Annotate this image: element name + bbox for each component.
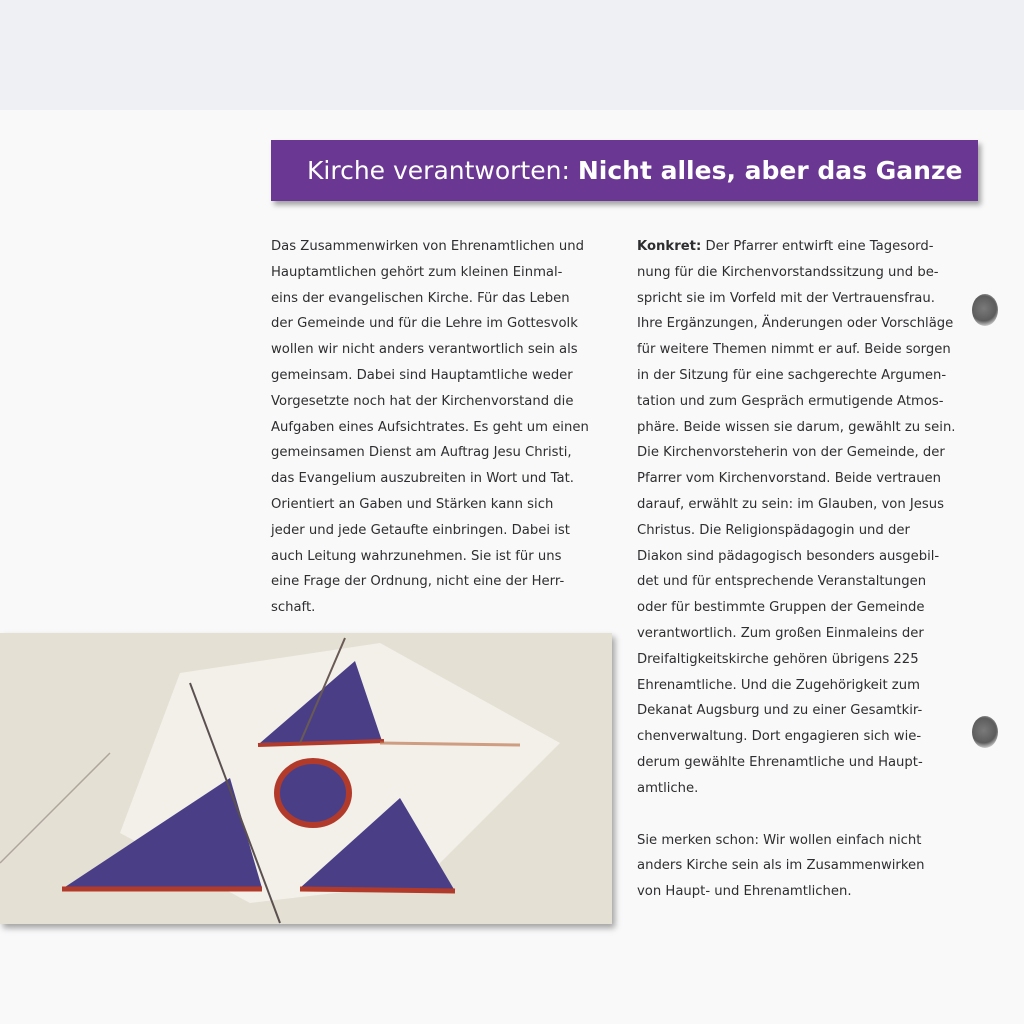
text-line: eine Frage der Ordnung, nicht eine der Herr- [271,574,565,590]
red-edge [300,889,455,891]
text-line: für weitere Themen nimmt er auf. Beide sorgen [637,342,951,358]
text-line: Ehrenamtliche. Und die Zugehörigkeit zum [637,677,920,693]
text-line: Die Kirchenvorsteherin von der Gemeinde, der [637,445,945,461]
text-line: anders Kirche sein als im Zusammenwirken [637,858,925,874]
text-line-first [637,234,972,260]
text-line: Ihre Ergänzungen, Änderungen oder Vorschläge [637,316,954,332]
text-line: Dreifaltigkeitskirche gehören übrigens 225 [637,651,919,667]
text-line: Sie merken schon: Wir wollen einfach nicht [637,832,922,848]
orange-stroke [380,743,520,745]
punch-hole [972,294,998,326]
text-line: von Haupt- und Ehrenamtlichen. [637,884,852,900]
text-line: chenverwaltung. Dort engagieren sich wie- [637,729,922,745]
text-line: auch Leitung wahrzunehmen. Sie ist für uns [271,548,562,564]
text-line: amtliche. [637,780,699,796]
title-bold: Nicht alles, aber das Ganze [577,156,963,185]
text-line: eins der evangelischen Kirche. Für das Leben [271,290,570,306]
left-text-column [271,234,616,621]
text-line: darauf, erwählt zu sein: im Glauben, von Jesus [637,496,945,512]
text-line: Aufgaben eines Aufsichtrates. Es geht um einen [271,419,589,435]
abstract-painting-image [0,633,612,924]
text-line: gemeinsamen Dienst am Auftrag Jesu Christi, [271,445,572,461]
text-line: Christus. Die Religionspädagogin und der [637,522,910,538]
text-line: verantwortlich. Zum großen Einmaleins der [637,625,924,641]
text-line: wollen wir nicht anders verantwortlich sein als [271,342,578,358]
text-line: jeder und jede Getaufte einbringen. Dabei ist [271,522,570,538]
text-line: Dekanat Augsburg und zu einer Gesamtkir- [637,703,923,719]
purple-circle [277,761,349,825]
text-line: in der Sitzung für eine sachgerechte Argumen- [637,367,947,383]
text-line: Orientiert an Gaben und Stärken kann sich [271,496,554,512]
text-line: tation und zum Gespräch ermutigende Atmos- [637,393,944,409]
text-line: Vorgesetzte noch hat der Kirchenvorstand die [271,393,574,409]
text-line: schaft. [271,600,316,616]
text-line: det und für entsprechende Veranstaltungen [637,574,927,590]
text-line: phäre. Beide wissen sie darum, gewählt zu sein. [637,419,956,435]
first-line-rest: Der Pfarrer entwirft eine Tagesord- [705,239,934,254]
punch-hole [972,716,998,748]
text-line: Diakon sind pädagogisch besonders ausgebil- [637,548,940,564]
paragraph-gap [637,802,972,828]
text-line: derum gewählte Ehrenamtliche und Haupt- [637,754,923,770]
text-line: Das Zusammenwirken von Ehrenamtlichen und [271,239,585,254]
text-line: das Evangelium auszubreiten in Wort und Tat. [271,471,574,487]
text-line: Pfarrer vom Kirchenvorstand. Beide vertrauen [637,471,942,487]
text-line: oder für bestimmte Gruppen der Gemeinde [637,600,925,616]
text-line: nung für die Kirchenvorstandssitzung und be- [637,264,939,280]
text-line: gemeinsam. Dabei sind Hauptamtliche weder [271,367,573,383]
text-line: der Gemeinde und für die Lehre im Gottesvolk [271,316,578,332]
right-text-column [637,234,972,905]
title-light: Kirche verantworten: [307,156,570,185]
section-title-banner [271,140,978,201]
text-line: Hauptamtlichen gehört zum kleinen Einmal- [271,264,563,280]
konkret-label: Konkret: [637,239,702,254]
text-line: spricht sie im Vorfeld mit der Vertrauensfrau. [637,290,935,306]
